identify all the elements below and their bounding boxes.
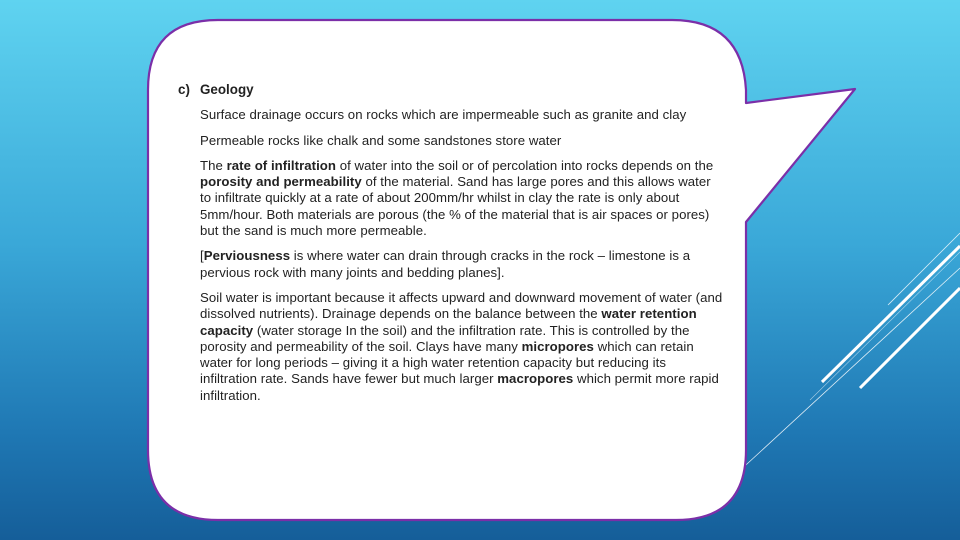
text-run: of the material. Sand has large pores and this allows water to infiltrate quickly at a rate of about 200mm/hr whilst in clay the rate is only about 5mm/hour. Both materials are porous (the % of the material that is air spaces or pores) but the sand is much more permeable. bbox=[200, 174, 711, 239]
section-title: Geology bbox=[200, 82, 254, 97]
thin-diagonal-line-2 bbox=[888, 233, 960, 305]
text-run: [ bbox=[200, 248, 204, 264]
bold-term: porosity and permeability bbox=[200, 174, 362, 190]
bold-term: rate of infiltration bbox=[226, 157, 337, 173]
section-heading bbox=[178, 82, 724, 98]
paragraph bbox=[200, 107, 724, 123]
text-run: which permit more rapid infiltration. bbox=[200, 371, 719, 403]
paragraph bbox=[200, 133, 724, 149]
thick-diagonal-line-2 bbox=[860, 288, 960, 388]
bold-term: micropores bbox=[521, 338, 594, 354]
text-run: of water into the soil or of percolation into rocks depends on the bbox=[336, 157, 714, 173]
text-run: which can retain water for long periods – giving it a high water retention capacity but reducing its infiltration rate. Sands have fewer but much larger bbox=[200, 338, 694, 387]
text-run: The bbox=[200, 157, 227, 173]
text-run: Permeable rocks like chalk and some sandstones store water bbox=[200, 132, 562, 148]
paragraph bbox=[200, 158, 724, 239]
thin-diagonal-line-3 bbox=[810, 252, 960, 400]
paragraph bbox=[200, 290, 724, 404]
slide-content bbox=[178, 82, 724, 413]
text-run: Soil water is important because it affects upward and downward movement of water (and dissolved nutrients). Drainage depends on the balance between the bbox=[200, 289, 723, 322]
paragraph bbox=[200, 248, 724, 281]
text-run: Surface drainage occurs on rocks which are impermeable such as granite and clay bbox=[200, 107, 687, 123]
bold-term: Perviousness bbox=[203, 248, 291, 264]
section-letter: c) bbox=[178, 82, 190, 97]
thin-diagonal-line bbox=[735, 268, 960, 475]
bold-term: water retention capacity bbox=[200, 306, 697, 338]
thick-diagonal-line-1 bbox=[822, 246, 960, 382]
text-run: (water storage In the soil) and the infiltration rate. This is controlled by the porosity and permeability of the soil. Clays have many bbox=[200, 322, 690, 354]
bold-term: macropores bbox=[497, 371, 574, 387]
paragraph-list bbox=[178, 107, 724, 404]
text-run: is where water can drain through cracks in the rock – limestone is a pervious rock with many joints and bedding planes]. bbox=[200, 248, 691, 280]
